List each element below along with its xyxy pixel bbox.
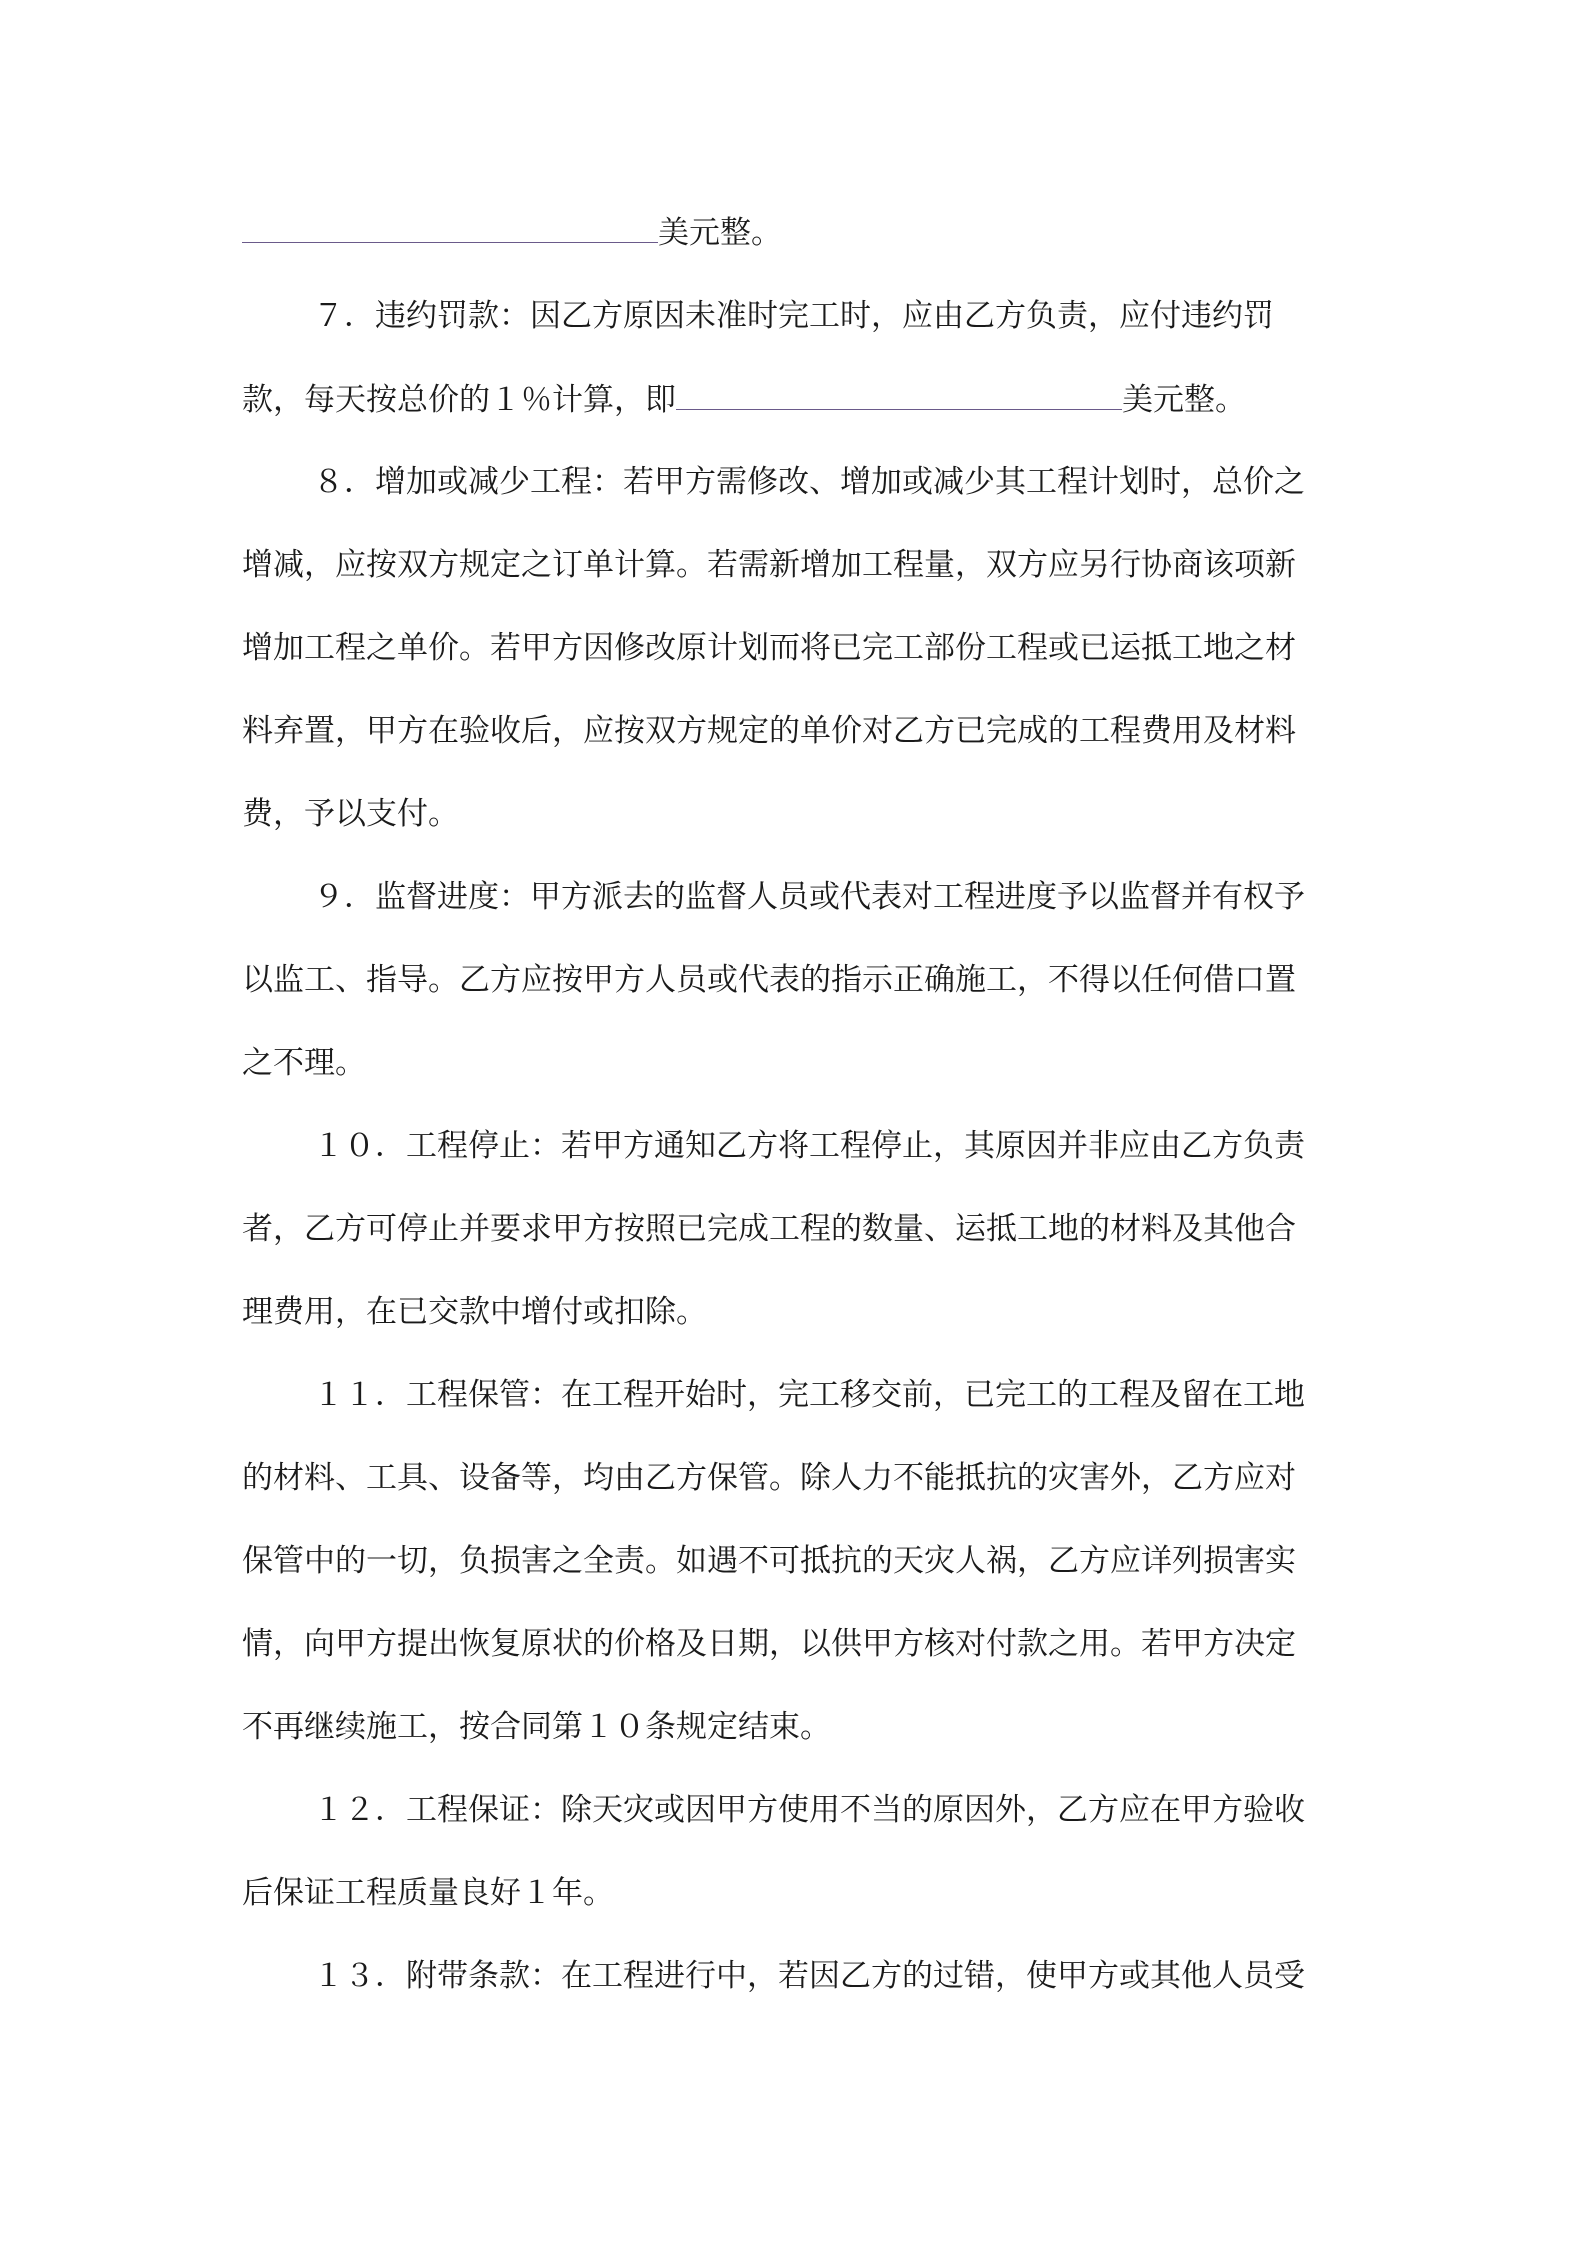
doc-line — [242, 212, 1342, 252]
line-text: １０．工程停止：若甲方通知乙方将工程停止，其原因并非应由乙方负责 — [313, 1128, 1305, 1164]
clause-7-heading-line — [313, 296, 1343, 336]
line-text: 理费用，在已交款中增付或扣除。 — [242, 1294, 707, 1330]
clause-10-heading-line — [313, 1126, 1343, 1166]
clause-12-heading-line — [313, 1790, 1343, 1830]
doc-line — [242, 1043, 1342, 1083]
line-text: 款，每天按总价的１％计算，即 — [242, 382, 676, 418]
doc-line — [242, 1873, 1342, 1913]
clause-9-heading-line — [313, 877, 1343, 917]
line-text: 不再继续施工，按合同第１０条规定结束。 — [242, 1709, 831, 1745]
doc-line — [242, 960, 1342, 1000]
line-text: 之不理。 — [242, 1045, 366, 1081]
line-text: 的材料、工具、设备等，均由乙方保管。除人力不能抵抗的灾害外，乙方应对 — [242, 1460, 1296, 1496]
doc-line — [242, 1458, 1342, 1498]
line-text: 美元整。 — [658, 215, 782, 251]
line-text: 增减，应按双方规定之订单计算。若需新增加工程量，双方应另行协商该项新 — [242, 547, 1296, 583]
doc-line — [242, 1292, 1342, 1332]
line-text: 情，向甲方提出恢复原状的价格及日期，以供甲方核对付款之用。若甲方决定 — [242, 1626, 1296, 1662]
doc-line — [242, 711, 1342, 751]
doc-line — [242, 1624, 1342, 1664]
clause-11-heading-line — [313, 1375, 1343, 1415]
line-text: 后保证工程质量良好１年。 — [242, 1875, 614, 1911]
line-text: ８．增加或减少工程：若甲方需修改、增加或减少其工程计划时，总价之 — [313, 464, 1305, 500]
doc-line — [242, 379, 1342, 419]
doc-line — [242, 1541, 1342, 1581]
doc-line — [242, 1209, 1342, 1249]
line-text: 增加工程之单价。若甲方因修改原计划而将已完工部份工程或已运抵工地之材 — [242, 630, 1296, 666]
line-text: 保管中的一切，负损害之全责。如遇不可抵抗的天灾人祸，乙方应详列损害实 — [242, 1543, 1296, 1579]
line-text: 者，乙方可停止并要求甲方按照已完成工程的数量、运抵工地的材料及其他合 — [242, 1211, 1296, 1247]
clause-8-heading-line — [313, 462, 1343, 502]
line-text: ７．违约罚款：因乙方原因未准时完工时，应由乙方负责，应付违约罚 — [313, 298, 1274, 334]
clause-13-heading-line — [313, 1956, 1343, 1996]
line-text: 以监工、指导。乙方应按甲方人员或代表的指示正确施工，不得以任何借口置 — [242, 962, 1296, 998]
line-text: １２．工程保证：除天灾或因甲方使用不当的原因外，乙方应在甲方验收 — [313, 1792, 1305, 1828]
doc-line — [242, 794, 1342, 834]
line-text: １１．工程保管：在工程开始时，完工移交前，已完工的工程及留在工地 — [313, 1377, 1305, 1413]
fill-in-blank — [676, 379, 1122, 410]
line-text: ９．监督进度：甲方派去的监督人员或代表对工程进度予以监督并有权予 — [313, 879, 1305, 915]
line-text: 费，予以支付。 — [242, 796, 459, 832]
fill-in-blank — [242, 212, 658, 243]
line-text: 料弃置，甲方在验收后，应按双方规定的单价对乙方已完成的工程费用及材料 — [242, 713, 1296, 749]
doc-line — [242, 1707, 1342, 1747]
line-text: 美元整。 — [1122, 382, 1246, 418]
doc-line — [242, 628, 1342, 668]
line-text: １３．附带条款：在工程进行中，若因乙方的过错，使甲方或其他人员受 — [313, 1958, 1305, 1994]
doc-line — [242, 545, 1342, 585]
